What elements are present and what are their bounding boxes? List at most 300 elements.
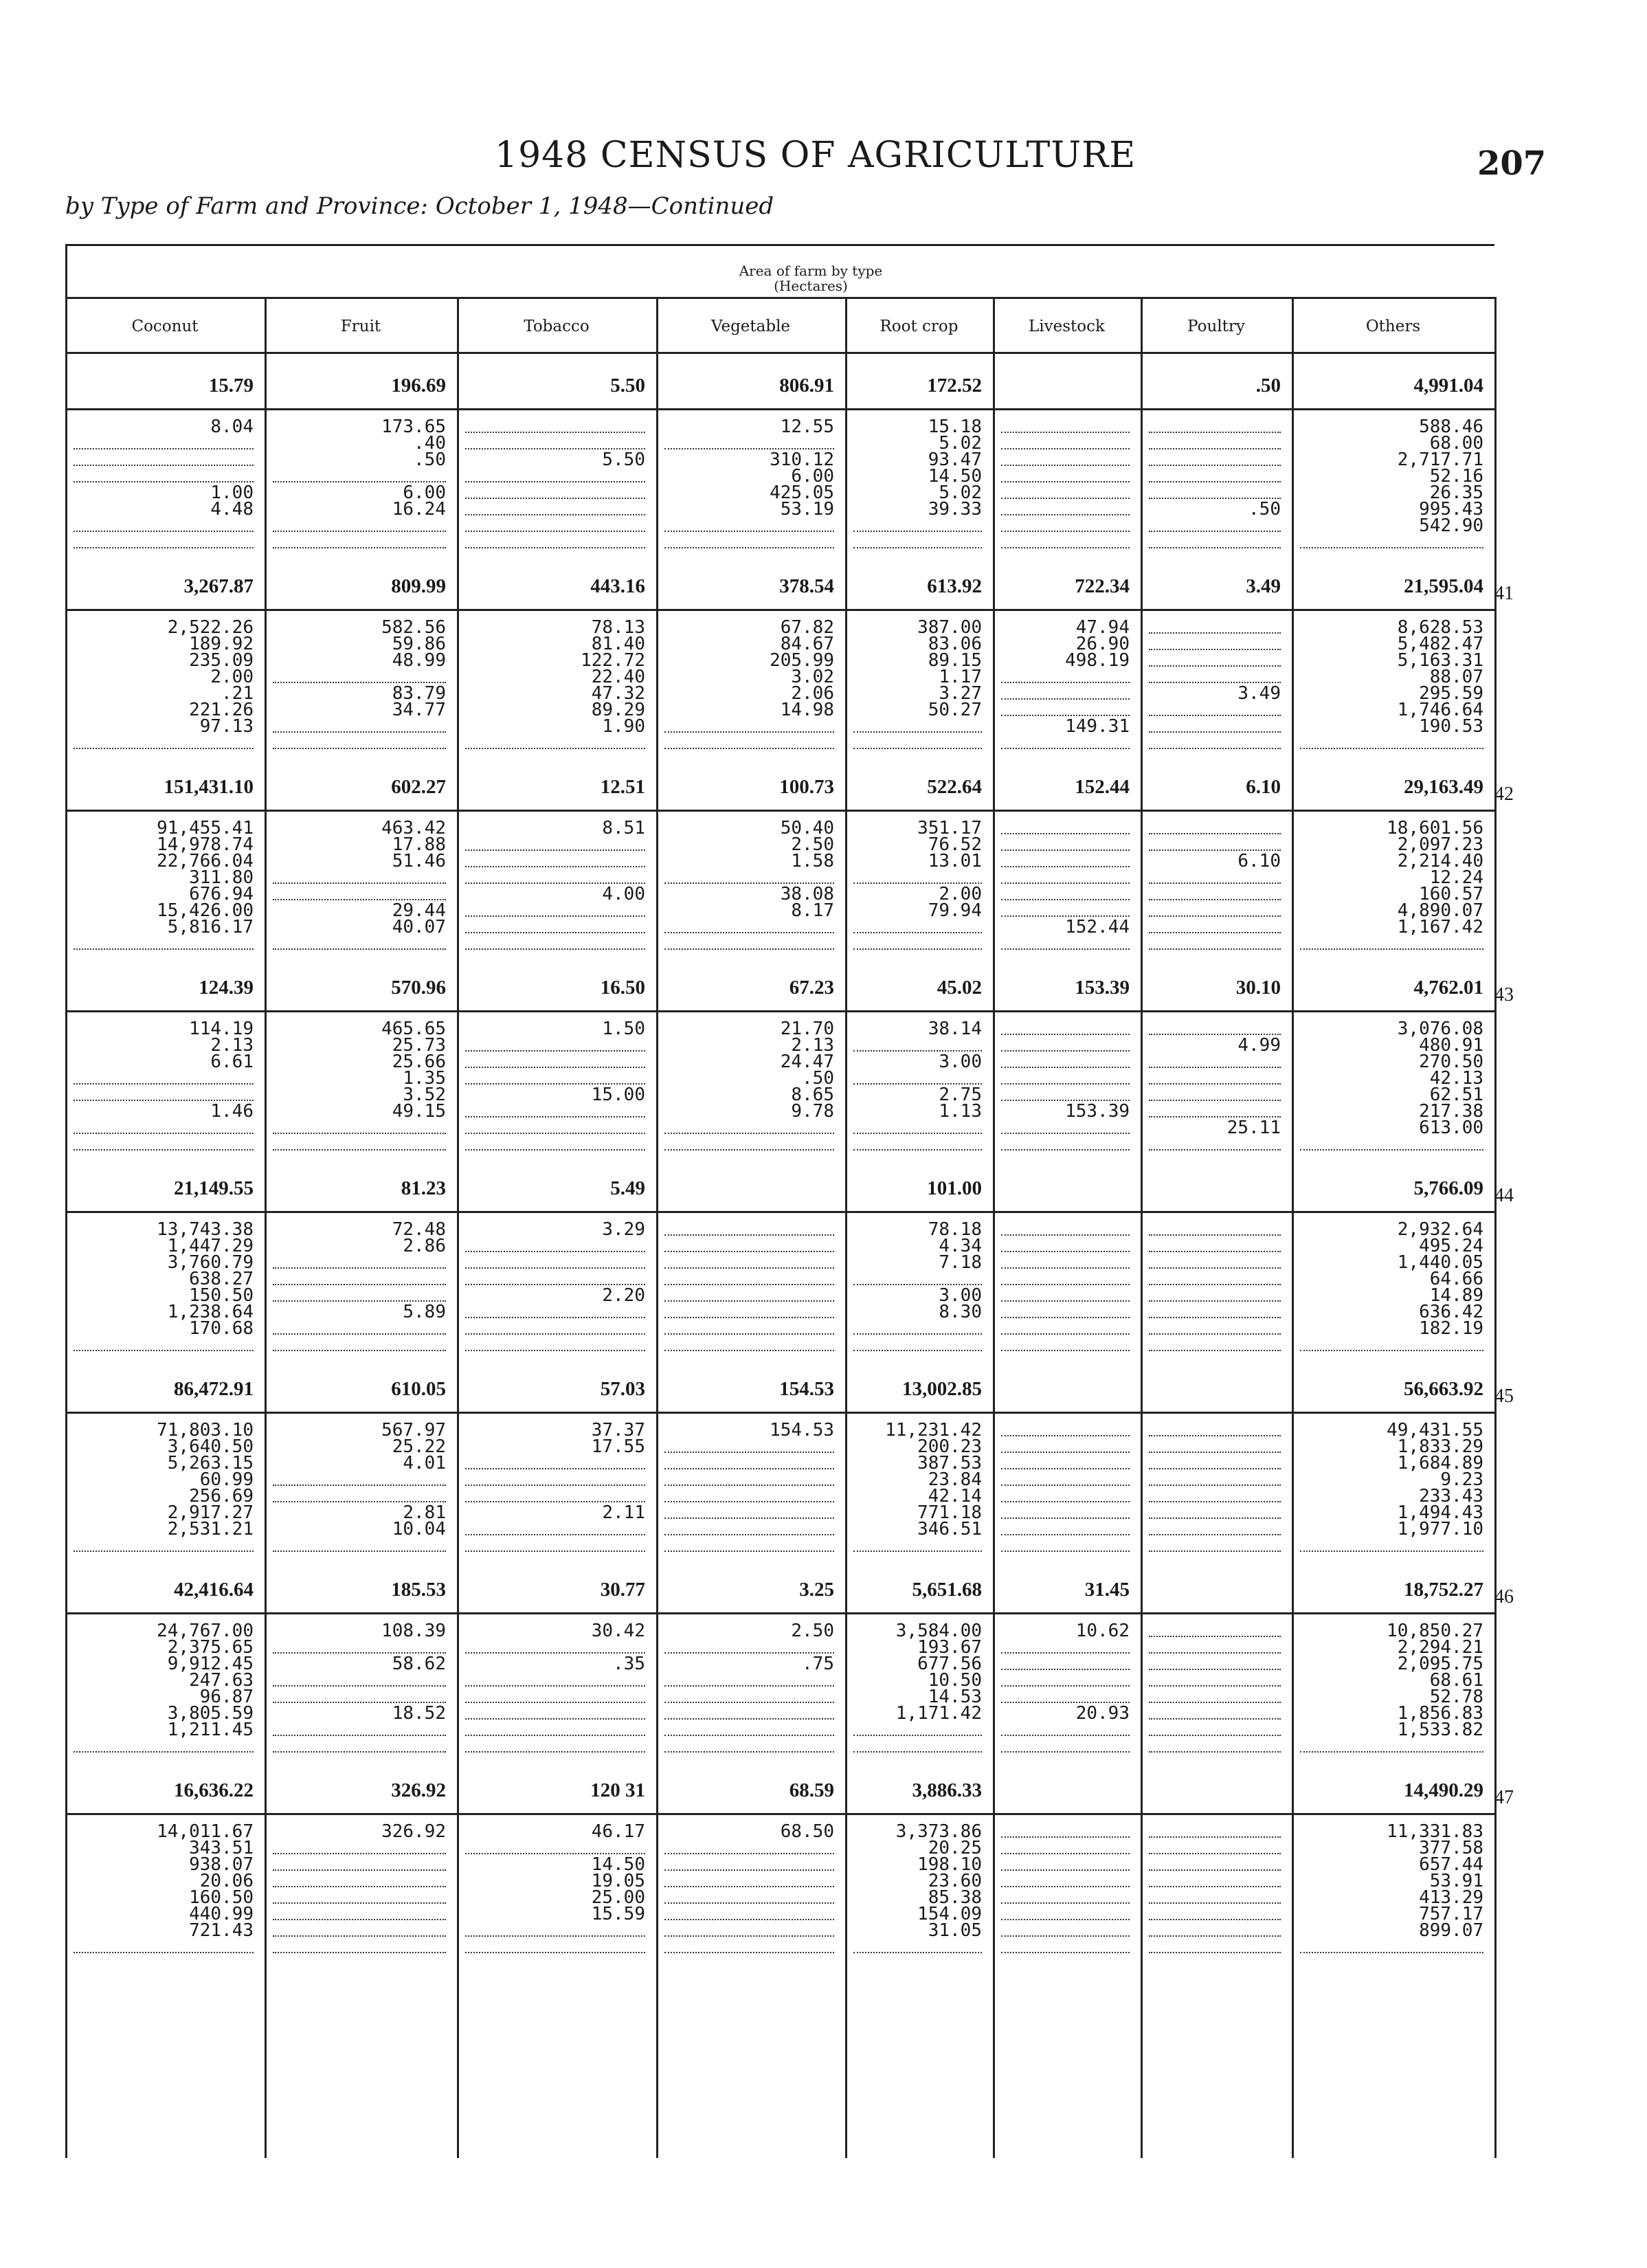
empty-cell-leader xyxy=(1149,1550,1281,1552)
data-cell: 311.80 xyxy=(189,867,254,888)
empty-cell-leader xyxy=(465,531,645,532)
data-cell: 5.50 xyxy=(602,449,645,470)
empty-cell-leader xyxy=(1149,1886,1281,1887)
row-number: 47 xyxy=(1494,1787,1514,1808)
empty-cell-leader xyxy=(1300,1350,1483,1351)
empty-cell-leader xyxy=(273,1284,446,1285)
empty-cell-leader xyxy=(1300,1550,1483,1552)
empty-cell-leader xyxy=(465,1751,645,1753)
row-number: 44 xyxy=(1494,1185,1514,1206)
empty-cell-leader xyxy=(273,748,446,749)
empty-cell-leader xyxy=(1001,1267,1130,1269)
empty-cell-leader xyxy=(273,547,446,548)
data-cell: 198.10 xyxy=(917,1854,982,1875)
empty-cell-leader xyxy=(1001,481,1130,482)
total-cell: 101.00 xyxy=(927,1177,982,1199)
data-cell: 2.75 xyxy=(939,1085,982,1105)
data-cell: 425.05 xyxy=(770,482,834,503)
column-header: Vegetable xyxy=(710,318,791,335)
data-cell: 60.99 xyxy=(199,1469,254,1490)
empty-cell-leader xyxy=(664,1284,834,1285)
data-cell: 49.15 xyxy=(392,1101,446,1122)
data-cell: 5,263.15 xyxy=(167,1453,254,1474)
total-cell: 81.23 xyxy=(401,1177,446,1199)
data-cell: 3.00 xyxy=(939,1052,982,1072)
empty-cell-leader xyxy=(1001,1452,1130,1453)
data-cell: 1.90 xyxy=(602,716,645,737)
data-cell: 3.49 xyxy=(1237,683,1281,704)
data-cell: 153.39 xyxy=(1065,1101,1130,1122)
header-bottom-rule xyxy=(65,352,1494,354)
empty-cell-leader xyxy=(664,1267,834,1269)
data-cell: 83.79 xyxy=(392,683,446,704)
empty-cell-leader xyxy=(664,1468,834,1469)
empty-cell-leader xyxy=(273,1952,446,1953)
data-cell: .40 xyxy=(414,433,446,454)
empty-cell-leader xyxy=(1001,1284,1130,1285)
empty-cell-leader xyxy=(853,731,982,733)
empty-cell-leader xyxy=(1149,448,1281,449)
data-cell: 72.48 xyxy=(392,1219,446,1240)
data-cell: 20.06 xyxy=(199,1871,254,1891)
empty-cell-leader xyxy=(1001,1919,1130,1920)
empty-cell-leader xyxy=(273,1869,446,1871)
empty-cell-leader xyxy=(853,1952,982,1953)
data-cell: 2,717.71 xyxy=(1397,449,1483,470)
data-cell: 6.00 xyxy=(403,482,446,503)
data-cell: 1,533.82 xyxy=(1397,1720,1483,1740)
table-top-rule xyxy=(65,244,1494,246)
empty-cell-leader xyxy=(1149,1251,1281,1252)
empty-cell-leader xyxy=(465,1685,645,1687)
data-cell: 351.17 xyxy=(917,818,982,838)
empty-cell-leader xyxy=(273,1267,446,1269)
column-header: Others xyxy=(1365,318,1421,335)
empty-cell-leader xyxy=(273,1902,446,1904)
empty-cell-leader xyxy=(74,1149,254,1150)
data-cell: 108.39 xyxy=(381,1621,446,1641)
data-cell: 40.07 xyxy=(392,917,446,937)
empty-cell-leader xyxy=(1001,1350,1130,1351)
data-cell: 387.00 xyxy=(917,617,982,638)
empty-cell-leader xyxy=(1001,748,1130,749)
data-cell: 10.50 xyxy=(928,1670,982,1691)
empty-cell-leader xyxy=(1149,1652,1281,1654)
data-cell: 2.50 xyxy=(791,834,834,855)
total-cell: 326.92 xyxy=(391,1779,446,1801)
total-cell: .50 xyxy=(1255,375,1281,397)
data-cell: 5.89 xyxy=(403,1302,446,1322)
empty-cell-leader xyxy=(273,1853,446,1854)
data-cell: 97.13 xyxy=(199,716,254,737)
data-cell: 62.51 xyxy=(1429,1085,1483,1105)
data-cell: 154.09 xyxy=(917,1904,982,1924)
data-cell: 2,375.65 xyxy=(167,1637,254,1658)
empty-cell-leader xyxy=(853,1751,982,1753)
empty-cell-leader xyxy=(1149,1853,1281,1854)
empty-cell-leader xyxy=(465,915,645,917)
empty-cell-leader xyxy=(465,1333,645,1335)
total-cell: 809.99 xyxy=(391,575,446,597)
total-cell: 5.50 xyxy=(610,375,645,397)
empty-cell-leader xyxy=(1300,547,1483,548)
data-cell: 4.48 xyxy=(210,499,254,520)
total-cell: 68.59 xyxy=(789,1779,834,1801)
empty-cell-leader xyxy=(465,866,645,867)
empty-cell-leader xyxy=(74,1550,254,1552)
data-cell: 89.15 xyxy=(928,650,982,671)
total-cell: 3.25 xyxy=(799,1579,834,1601)
column-header: Livestock xyxy=(1029,318,1105,335)
data-cell: 193.67 xyxy=(917,1637,982,1658)
data-cell: 25.73 xyxy=(392,1035,446,1056)
empty-cell-leader xyxy=(1001,1853,1130,1854)
empty-cell-leader xyxy=(853,1735,982,1736)
empty-cell-leader xyxy=(1300,1952,1483,1953)
empty-cell-leader xyxy=(1001,1534,1130,1535)
data-cell: 18.52 xyxy=(392,1703,446,1724)
empty-cell-leader xyxy=(1001,1669,1130,1670)
group-rule xyxy=(65,609,1494,611)
empty-cell-leader xyxy=(1149,1952,1281,1953)
empty-cell-leader xyxy=(465,1317,645,1318)
data-cell: 42.13 xyxy=(1429,1068,1483,1089)
data-cell: 5.02 xyxy=(939,433,982,454)
empty-cell-leader xyxy=(1149,1435,1281,1436)
empty-cell-leader xyxy=(74,1952,254,1953)
empty-cell-leader xyxy=(853,1350,982,1351)
empty-cell-leader xyxy=(1001,1034,1130,1035)
data-cell: 50.40 xyxy=(780,818,834,838)
data-cell: 14.89 xyxy=(1429,1285,1483,1306)
empty-cell-leader xyxy=(1149,665,1281,667)
empty-cell-leader xyxy=(1001,1952,1130,1953)
data-cell: 78.18 xyxy=(928,1219,982,1240)
column-header: Poultry xyxy=(1187,318,1245,335)
data-cell: 8.51 xyxy=(602,818,645,838)
page-title: 1948 CENSUS OF AGRICULTURE xyxy=(495,135,1136,176)
empty-cell-leader xyxy=(74,748,254,749)
data-cell: 9,912.45 xyxy=(167,1654,254,1674)
span-header xyxy=(632,263,989,293)
data-cell: 9.78 xyxy=(791,1101,834,1122)
empty-cell-leader xyxy=(273,1149,446,1150)
data-cell: 11,331.83 xyxy=(1387,1821,1483,1842)
data-cell: 221.26 xyxy=(189,700,254,720)
empty-cell-leader xyxy=(1300,1751,1483,1753)
data-cell: 25.00 xyxy=(591,1887,645,1908)
group-rule xyxy=(65,408,1494,410)
data-cell: 3,805.59 xyxy=(167,1703,254,1724)
data-cell: 233.43 xyxy=(1419,1486,1483,1507)
empty-cell-leader xyxy=(664,1869,834,1871)
empty-cell-leader xyxy=(1149,1685,1281,1687)
data-cell: 3.00 xyxy=(939,1285,982,1306)
data-cell: 23.84 xyxy=(928,1469,982,1490)
data-cell: 771.18 xyxy=(917,1502,982,1523)
total-cell: 153.39 xyxy=(1075,977,1130,999)
data-cell: 495.24 xyxy=(1419,1236,1483,1256)
data-cell: 2,917.27 xyxy=(167,1502,254,1523)
data-cell: 899.07 xyxy=(1419,1920,1483,1941)
data-cell: 10.04 xyxy=(392,1519,446,1539)
empty-cell-leader xyxy=(853,1550,982,1552)
data-cell: 2.20 xyxy=(602,1285,645,1306)
data-cell: 150.50 xyxy=(189,1285,254,1306)
empty-cell-leader xyxy=(1149,432,1281,433)
data-cell: 1,833.29 xyxy=(1397,1436,1483,1457)
empty-cell-leader xyxy=(1001,882,1130,884)
data-cell: 29.44 xyxy=(392,900,446,921)
empty-cell-leader xyxy=(1149,1534,1281,1535)
empty-cell-leader xyxy=(1149,899,1281,900)
data-cell: 26.90 xyxy=(1075,634,1130,654)
empty-cell-leader xyxy=(273,1735,446,1736)
data-cell: 310.12 xyxy=(770,449,834,470)
data-cell: 88.07 xyxy=(1429,667,1483,687)
data-cell: 343.51 xyxy=(189,1838,254,1858)
empty-cell-leader xyxy=(465,498,645,499)
data-cell: 17.55 xyxy=(591,1436,645,1457)
empty-cell-leader xyxy=(74,1751,254,1753)
data-cell: 3.52 xyxy=(403,1085,446,1105)
data-cell: 14,978.74 xyxy=(157,834,254,855)
empty-cell-leader xyxy=(465,849,645,851)
empty-cell-leader xyxy=(465,1350,645,1351)
empty-cell-leader xyxy=(1001,531,1130,532)
data-cell: 676.94 xyxy=(189,884,254,904)
empty-cell-leader xyxy=(465,1050,645,1052)
empty-cell-leader xyxy=(1001,1067,1130,1068)
empty-cell-leader xyxy=(1001,1751,1130,1753)
data-cell: 205.99 xyxy=(770,650,834,671)
data-cell: 247.63 xyxy=(189,1670,254,1691)
empty-cell-leader xyxy=(1001,1317,1130,1318)
total-cell: 14,490.29 xyxy=(1404,1779,1483,1801)
data-cell: 995.43 xyxy=(1419,499,1483,520)
data-cell: 1.58 xyxy=(791,851,834,871)
empty-cell-leader xyxy=(273,1935,446,1937)
data-cell: 2.11 xyxy=(602,1502,645,1523)
empty-cell-leader xyxy=(664,1251,834,1252)
total-cell: 196.69 xyxy=(391,375,446,397)
data-cell: 16.24 xyxy=(392,499,446,520)
empty-cell-leader xyxy=(1001,1935,1130,1937)
group-rule xyxy=(65,1010,1494,1012)
empty-cell-leader xyxy=(273,731,446,733)
data-cell: 46.17 xyxy=(591,1821,645,1842)
empty-cell-leader xyxy=(1149,948,1281,950)
data-cell: 1.13 xyxy=(939,1101,982,1122)
data-cell: 18,601.56 xyxy=(1387,818,1483,838)
data-cell: 1,746.64 xyxy=(1397,700,1483,720)
empty-cell-leader xyxy=(1001,1234,1130,1236)
total-cell: 610.05 xyxy=(391,1378,446,1400)
empty-cell-leader xyxy=(664,1350,834,1351)
empty-cell-leader xyxy=(664,1702,834,1703)
data-cell: 68.61 xyxy=(1429,1670,1483,1691)
data-cell: 78.13 xyxy=(591,617,645,638)
empty-cell-leader xyxy=(1149,465,1281,466)
data-cell: 3.27 xyxy=(939,683,982,704)
total-cell: 152.44 xyxy=(1075,776,1130,798)
data-cell: 1.50 xyxy=(602,1019,645,1039)
total-cell: 21,595.04 xyxy=(1404,575,1483,597)
data-cell: 37.37 xyxy=(591,1420,645,1441)
data-cell: 10,850.27 xyxy=(1387,1621,1483,1641)
data-cell: 3.29 xyxy=(602,1219,645,1240)
data-cell: 15.00 xyxy=(591,1085,645,1105)
empty-cell-leader xyxy=(1001,1485,1130,1486)
empty-cell-leader xyxy=(1001,1652,1130,1654)
column-header: Coconut xyxy=(131,318,199,335)
data-cell: 96.87 xyxy=(199,1687,254,1707)
data-cell: 189.92 xyxy=(189,634,254,654)
column-rule xyxy=(1141,297,1143,2158)
empty-cell-leader xyxy=(273,1333,446,1335)
empty-cell-leader xyxy=(853,932,982,933)
data-cell: 12.55 xyxy=(780,416,834,437)
data-cell: 91,455.41 xyxy=(157,818,254,838)
data-cell: 68.50 xyxy=(780,1821,834,1842)
empty-cell-leader xyxy=(1001,1083,1130,1085)
empty-cell-leader xyxy=(1001,432,1130,433)
data-cell: 48.99 xyxy=(392,650,446,671)
data-cell: 122.72 xyxy=(581,650,645,671)
empty-cell-leader xyxy=(1001,833,1130,834)
total-cell: 3.49 xyxy=(1246,575,1281,597)
data-cell: .50 xyxy=(414,449,446,470)
empty-cell-leader xyxy=(1149,715,1281,716)
empty-cell-leader xyxy=(74,448,254,449)
total-cell: 3,267.87 xyxy=(183,575,254,597)
data-cell: 2.06 xyxy=(791,683,834,704)
empty-cell-leader xyxy=(1149,1517,1281,1519)
empty-cell-leader xyxy=(1149,1452,1281,1453)
empty-cell-leader xyxy=(664,1234,834,1236)
data-cell: 15,426.00 xyxy=(157,900,254,921)
empty-cell-leader xyxy=(273,1350,446,1351)
data-cell: 2.13 xyxy=(210,1035,254,1056)
total-cell: 806.91 xyxy=(779,375,834,397)
total-cell: 56,663.92 xyxy=(1404,1378,1483,1400)
data-cell: 4.34 xyxy=(939,1236,982,1256)
column-header: Fruit xyxy=(340,318,381,335)
data-cell: 1.17 xyxy=(939,667,982,687)
empty-cell-leader xyxy=(1149,1751,1281,1753)
empty-cell-leader xyxy=(1001,1149,1130,1150)
empty-cell-leader xyxy=(853,547,982,548)
data-cell: 14.50 xyxy=(928,466,982,487)
data-cell: 7.18 xyxy=(939,1252,982,1273)
table-subtitle: by Type of Farm and Province: October 1, 1948—Continued xyxy=(65,192,774,220)
empty-cell-leader xyxy=(1149,1485,1281,1486)
data-cell: 114.19 xyxy=(189,1019,254,1039)
data-cell: 582.56 xyxy=(381,617,446,638)
data-cell: 542.90 xyxy=(1419,515,1483,536)
data-cell: 1,440.05 xyxy=(1397,1252,1483,1273)
data-cell: 79.94 xyxy=(928,900,982,921)
column-rule xyxy=(1494,297,1497,2158)
data-cell: 149.31 xyxy=(1065,716,1130,737)
data-cell: 84.67 xyxy=(780,634,834,654)
total-cell: 124.39 xyxy=(199,977,254,999)
empty-cell-leader xyxy=(74,1083,254,1085)
total-cell: 21,149.55 xyxy=(174,1177,254,1199)
data-cell: 2,095.75 xyxy=(1397,1654,1483,1674)
data-cell: 1,171.42 xyxy=(895,1703,982,1724)
data-cell: 256.69 xyxy=(189,1486,254,1507)
data-cell: 1,494.43 xyxy=(1397,1502,1483,1523)
empty-cell-leader xyxy=(1300,1149,1483,1150)
total-cell: 30.77 xyxy=(600,1579,645,1601)
data-cell: 480.91 xyxy=(1419,1035,1483,1056)
empty-cell-leader xyxy=(853,1133,982,1134)
empty-cell-leader xyxy=(1149,1702,1281,1703)
empty-cell-leader xyxy=(1149,1350,1281,1351)
empty-cell-leader xyxy=(664,1935,834,1937)
group-rule xyxy=(65,810,1494,812)
empty-cell-leader xyxy=(1300,948,1483,950)
data-cell: 8.04 xyxy=(210,416,254,437)
data-cell: 160.57 xyxy=(1419,884,1483,904)
data-cell: 387.53 xyxy=(917,1453,982,1474)
data-cell: 3,076.08 xyxy=(1397,1019,1483,1039)
data-cell: 42.14 xyxy=(928,1486,982,1507)
empty-cell-leader xyxy=(664,1886,834,1887)
empty-cell-leader xyxy=(853,1149,982,1150)
empty-cell-leader xyxy=(664,748,834,749)
empty-cell-leader xyxy=(465,1534,645,1535)
data-cell: 326.92 xyxy=(381,1821,446,1842)
data-cell: 270.50 xyxy=(1419,1052,1483,1072)
data-cell: 3,640.50 xyxy=(167,1436,254,1457)
empty-cell-leader xyxy=(465,1468,645,1469)
empty-cell-leader xyxy=(664,1452,834,1453)
data-cell: 85.38 xyxy=(928,1887,982,1908)
data-cell: 6.00 xyxy=(791,466,834,487)
data-cell: 8.65 xyxy=(791,1085,834,1105)
empty-cell-leader xyxy=(465,1251,645,1252)
empty-cell-leader xyxy=(1001,448,1130,449)
total-cell: 16.50 xyxy=(600,977,645,999)
empty-cell-leader xyxy=(664,1149,834,1150)
data-cell: 8.17 xyxy=(791,900,834,921)
empty-cell-leader xyxy=(273,1886,446,1887)
data-cell: 10.62 xyxy=(1075,1621,1130,1641)
total-cell: 42,416.64 xyxy=(174,1579,254,1601)
data-cell: 89.29 xyxy=(591,700,645,720)
data-cell: 2.50 xyxy=(791,1621,834,1641)
empty-cell-leader xyxy=(1300,748,1483,749)
empty-cell-leader xyxy=(74,531,254,532)
empty-cell-leader xyxy=(1001,1133,1130,1134)
empty-cell-leader xyxy=(1001,498,1130,499)
data-cell: 377.58 xyxy=(1419,1838,1483,1858)
empty-cell-leader xyxy=(465,481,645,482)
empty-cell-leader xyxy=(465,1702,645,1703)
empty-cell-leader xyxy=(465,1952,645,1953)
empty-cell-leader xyxy=(664,1317,834,1318)
data-cell: 76.52 xyxy=(928,834,982,855)
data-cell: 14.53 xyxy=(928,1687,982,1707)
empty-cell-leader xyxy=(664,1534,834,1535)
data-cell: 59.86 xyxy=(392,634,446,654)
data-cell: 200.23 xyxy=(917,1436,982,1457)
data-cell: 4.01 xyxy=(403,1453,446,1474)
empty-cell-leader xyxy=(1149,1267,1281,1269)
data-cell: 173.65 xyxy=(381,416,446,437)
